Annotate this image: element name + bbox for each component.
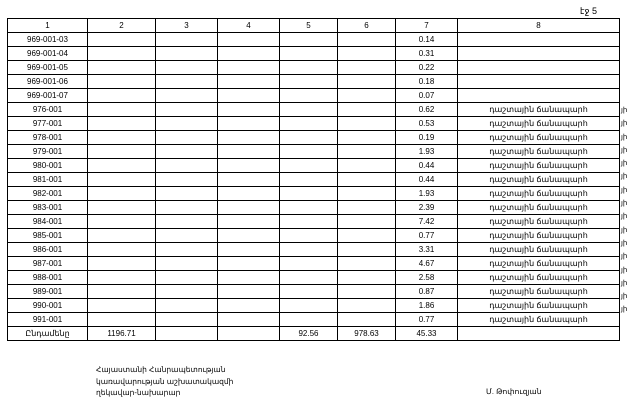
row-c2: [88, 131, 156, 145]
row-c7: 0.31: [396, 47, 458, 61]
table-row: [8, 89, 620, 103]
row-c4: [218, 313, 280, 327]
signatory-name: Մ. Թոփուզյան: [486, 387, 542, 396]
row-c2: [88, 271, 156, 285]
row-description: դաշտային ճանապարհ: [458, 159, 620, 173]
margin-fragment: յի: [621, 107, 628, 114]
total-c4: [218, 327, 280, 341]
table-row: [8, 61, 620, 75]
row-c2: [88, 187, 156, 201]
margin-fragment: յի: [621, 173, 628, 181]
margin-fragment: յի: [621, 160, 628, 168]
row-description: դաշտային ճանապարհ: [458, 313, 620, 327]
row-code: 981-001: [8, 173, 88, 187]
row-c5: [280, 61, 338, 75]
table-row: [8, 159, 620, 173]
row-description: [458, 61, 620, 75]
table-row: [8, 33, 620, 47]
row-c2: [88, 47, 156, 61]
table-row: [8, 187, 620, 201]
margin-fragment: յի: [621, 253, 628, 261]
row-c7: 0.77: [396, 229, 458, 243]
row-code: 969-001-06: [8, 75, 88, 89]
row-c5: [280, 145, 338, 159]
row-c2: [88, 145, 156, 159]
column-header-3: 3: [156, 19, 218, 33]
table-row: [8, 75, 620, 89]
row-description: դաշտային ճանապարհ: [458, 201, 620, 215]
row-description: դաշտային ճանապարհ: [458, 299, 620, 313]
row-code: 969-001-03: [8, 33, 88, 47]
table-header-row: [8, 19, 620, 33]
margin-fragment: յի: [621, 279, 628, 287]
total-c6: 978.63: [338, 327, 396, 341]
row-c5: [280, 257, 338, 271]
total-c2: 1196.71: [88, 327, 156, 341]
row-c2: [88, 201, 156, 215]
table-row: [8, 117, 620, 131]
row-c3: [156, 229, 218, 243]
row-c6: [338, 215, 396, 229]
total-label: Ընդամենը: [8, 327, 88, 341]
row-code: 969-001-04: [8, 47, 88, 61]
row-c2: [88, 243, 156, 257]
row-c4: [218, 243, 280, 257]
row-c3: [156, 271, 218, 285]
row-c4: [218, 117, 280, 131]
margin-fragment: յի: [621, 133, 628, 141]
row-description: [458, 89, 620, 103]
row-c6: [338, 89, 396, 103]
row-c6: [338, 299, 396, 313]
row-c4: [218, 103, 280, 117]
row-c4: [218, 89, 280, 103]
signature-block: [96, 364, 233, 399]
row-c5: [280, 103, 338, 117]
row-c2: [88, 229, 156, 243]
row-c5: [280, 313, 338, 327]
row-code: 979-001: [8, 145, 88, 159]
row-c3: [156, 75, 218, 89]
row-c5: [280, 75, 338, 89]
column-header-7: 7: [396, 19, 458, 33]
row-code: 983-001: [8, 201, 88, 215]
row-c6: [338, 201, 396, 215]
row-description: [458, 75, 620, 89]
row-c7: 0.53: [396, 117, 458, 131]
table-row: [8, 145, 620, 159]
row-c3: [156, 89, 218, 103]
row-c3: [156, 201, 218, 215]
row-c3: [156, 47, 218, 61]
row-c2: [88, 257, 156, 271]
row-code: 976-001: [8, 103, 88, 117]
table-row: [8, 215, 620, 229]
row-c6: [338, 257, 396, 271]
table-row: [8, 173, 620, 187]
row-c3: [156, 61, 218, 75]
row-description: դաշտային ճանապարհ: [458, 131, 620, 145]
column-header-5: 5: [280, 19, 338, 33]
row-c6: [338, 61, 396, 75]
row-c2: [88, 117, 156, 131]
row-description: [458, 47, 620, 61]
margin-fragment: յի: [621, 266, 628, 274]
row-c5: [280, 131, 338, 145]
row-description: դաշտային ճանապարհ: [458, 215, 620, 229]
row-c3: [156, 257, 218, 271]
row-c6: [338, 271, 396, 285]
page-number: էջ 5: [579, 6, 597, 16]
total-c7: 45.33: [396, 327, 458, 341]
row-c2: [88, 313, 156, 327]
table-row: [8, 285, 620, 299]
row-c4: [218, 285, 280, 299]
row-c5: [280, 229, 338, 243]
row-c4: [218, 215, 280, 229]
row-c4: [218, 257, 280, 271]
row-c4: [218, 75, 280, 89]
row-c3: [156, 299, 218, 313]
row-description: դաշտային ճանապարհ: [458, 187, 620, 201]
row-c4: [218, 145, 280, 159]
row-c3: [156, 243, 218, 257]
row-c5: [280, 89, 338, 103]
row-c5: [280, 159, 338, 173]
row-c4: [218, 201, 280, 215]
margin-fragment: յի: [621, 120, 628, 128]
row-c3: [156, 159, 218, 173]
row-c6: [338, 117, 396, 131]
row-c4: [218, 61, 280, 75]
signature-line-1: Հայաստանի Հանրապետության: [96, 365, 226, 374]
row-description: դաշտային ճանապարհ: [458, 271, 620, 285]
row-c2: [88, 89, 156, 103]
row-c2: [88, 299, 156, 313]
row-c2: [88, 103, 156, 117]
row-description: դաշտային ճանապարհ: [458, 257, 620, 271]
row-c5: [280, 243, 338, 257]
row-c7: 0.87: [396, 285, 458, 299]
row-c3: [156, 187, 218, 201]
row-code: 989-001: [8, 285, 88, 299]
row-c5: [280, 47, 338, 61]
row-c4: [218, 271, 280, 285]
total-c5: 92.56: [280, 327, 338, 341]
table-row: [8, 243, 620, 257]
row-c6: [338, 47, 396, 61]
margin-fragment: յի: [621, 306, 628, 314]
row-c3: [156, 103, 218, 117]
table-row: [8, 201, 620, 215]
row-c7: 1.93: [396, 145, 458, 159]
row-c4: [218, 47, 280, 61]
row-c4: [218, 187, 280, 201]
row-c7: 0.18: [396, 75, 458, 89]
row-c7: 2.39: [396, 201, 458, 215]
row-c5: [280, 117, 338, 131]
row-c6: [338, 187, 396, 201]
row-code: 980-001: [8, 159, 88, 173]
row-description: դաշտային ճանապարհ: [458, 173, 620, 187]
table-row: [8, 299, 620, 313]
row-c6: [338, 33, 396, 47]
row-c4: [218, 173, 280, 187]
row-c4: [218, 131, 280, 145]
row-description: [458, 33, 620, 47]
row-c3: [156, 33, 218, 47]
table-row: [8, 313, 620, 327]
row-c5: [280, 201, 338, 215]
row-code: 985-001: [8, 229, 88, 243]
row-c2: [88, 285, 156, 299]
column-header-8: 8: [458, 19, 620, 33]
margin-fragment: յի: [621, 293, 628, 301]
row-c4: [218, 229, 280, 243]
table-row: [8, 257, 620, 271]
row-c5: [280, 215, 338, 229]
row-c3: [156, 215, 218, 229]
row-c7: 0.07: [396, 89, 458, 103]
row-description: դաշտային ճանապարհ: [458, 117, 620, 131]
table-row: [8, 271, 620, 285]
row-c7: 0.62: [396, 103, 458, 117]
table-row: [8, 229, 620, 243]
row-c5: [280, 285, 338, 299]
row-c7: 0.19: [396, 131, 458, 145]
column-header-4: 4: [218, 19, 280, 33]
row-c6: [338, 131, 396, 145]
land-records-table: [7, 18, 620, 341]
row-c6: [338, 243, 396, 257]
row-c2: [88, 215, 156, 229]
row-c6: [338, 103, 396, 117]
column-header-2: 2: [88, 19, 156, 33]
row-c5: [280, 187, 338, 201]
row-c2: [88, 173, 156, 187]
margin-fragment: յի: [621, 226, 628, 234]
row-c7: 0.14: [396, 33, 458, 47]
row-c2: [88, 61, 156, 75]
row-c7: 0.77: [396, 313, 458, 327]
row-c3: [156, 145, 218, 159]
row-c6: [338, 75, 396, 89]
row-code: 977-001: [8, 117, 88, 131]
total-c3: [156, 327, 218, 341]
row-c3: [156, 173, 218, 187]
margin-fragment: յի: [621, 239, 628, 247]
row-c3: [156, 285, 218, 299]
row-c6: [338, 285, 396, 299]
row-c5: [280, 173, 338, 187]
row-description: դաշտային ճանապարհ: [458, 243, 620, 257]
row-code: 982-001: [8, 187, 88, 201]
row-description: դաշտային ճանապարհ: [458, 229, 620, 243]
column-header-6: 6: [338, 19, 396, 33]
margin-fragment: յի: [621, 200, 628, 208]
margin-fragment: յի: [621, 186, 628, 194]
table-row: [8, 131, 620, 145]
row-code: 969-001-07: [8, 89, 88, 103]
row-c3: [156, 131, 218, 145]
cut-off-margin-text: [621, 104, 633, 317]
row-c2: [88, 75, 156, 89]
row-c7: 0.44: [396, 173, 458, 187]
row-code: 988-001: [8, 271, 88, 285]
column-header-1: 1: [8, 19, 88, 33]
row-code: 987-001: [8, 257, 88, 271]
row-c7: 4.67: [396, 257, 458, 271]
row-code: 986-001: [8, 243, 88, 257]
row-c6: [338, 159, 396, 173]
row-c2: [88, 159, 156, 173]
row-c6: [338, 313, 396, 327]
row-code: 990-001: [8, 299, 88, 313]
row-c7: 7.42: [396, 215, 458, 229]
row-c5: [280, 299, 338, 313]
row-c6: [338, 145, 396, 159]
row-description: դաշտային ճանապարհ: [458, 103, 620, 117]
row-code: 991-001: [8, 313, 88, 327]
row-c7: 3.31: [396, 243, 458, 257]
row-c6: [338, 173, 396, 187]
row-code: 984-001: [8, 215, 88, 229]
row-c6: [338, 229, 396, 243]
signature-line-3: ղեկավար-նախարար: [96, 388, 181, 397]
row-c7: 0.44: [396, 159, 458, 173]
signature-line-2: կառավարության աշխատակազմի: [96, 376, 234, 386]
row-c4: [218, 299, 280, 313]
row-c5: [280, 33, 338, 47]
row-c4: [218, 33, 280, 47]
row-c2: [88, 33, 156, 47]
table-total-row: [8, 327, 620, 341]
row-c7: 2.58: [396, 271, 458, 285]
total-description: [458, 327, 620, 341]
row-description: դաշտային ճանապարհ: [458, 285, 620, 299]
table-row: [8, 103, 620, 117]
row-c7: 1.93: [396, 187, 458, 201]
margin-fragment: յի: [621, 146, 628, 154]
row-code: 969-001-05: [8, 61, 88, 75]
row-description: դաշտային ճանապարհ: [458, 145, 620, 159]
row-c7: 0.22: [396, 61, 458, 75]
row-c5: [280, 271, 338, 285]
margin-fragment: յի: [621, 213, 628, 221]
row-c3: [156, 313, 218, 327]
row-c3: [156, 117, 218, 131]
row-c4: [218, 159, 280, 173]
row-code: 978-001: [8, 131, 88, 145]
row-c7: 1.86: [396, 299, 458, 313]
table-row: [8, 47, 620, 61]
